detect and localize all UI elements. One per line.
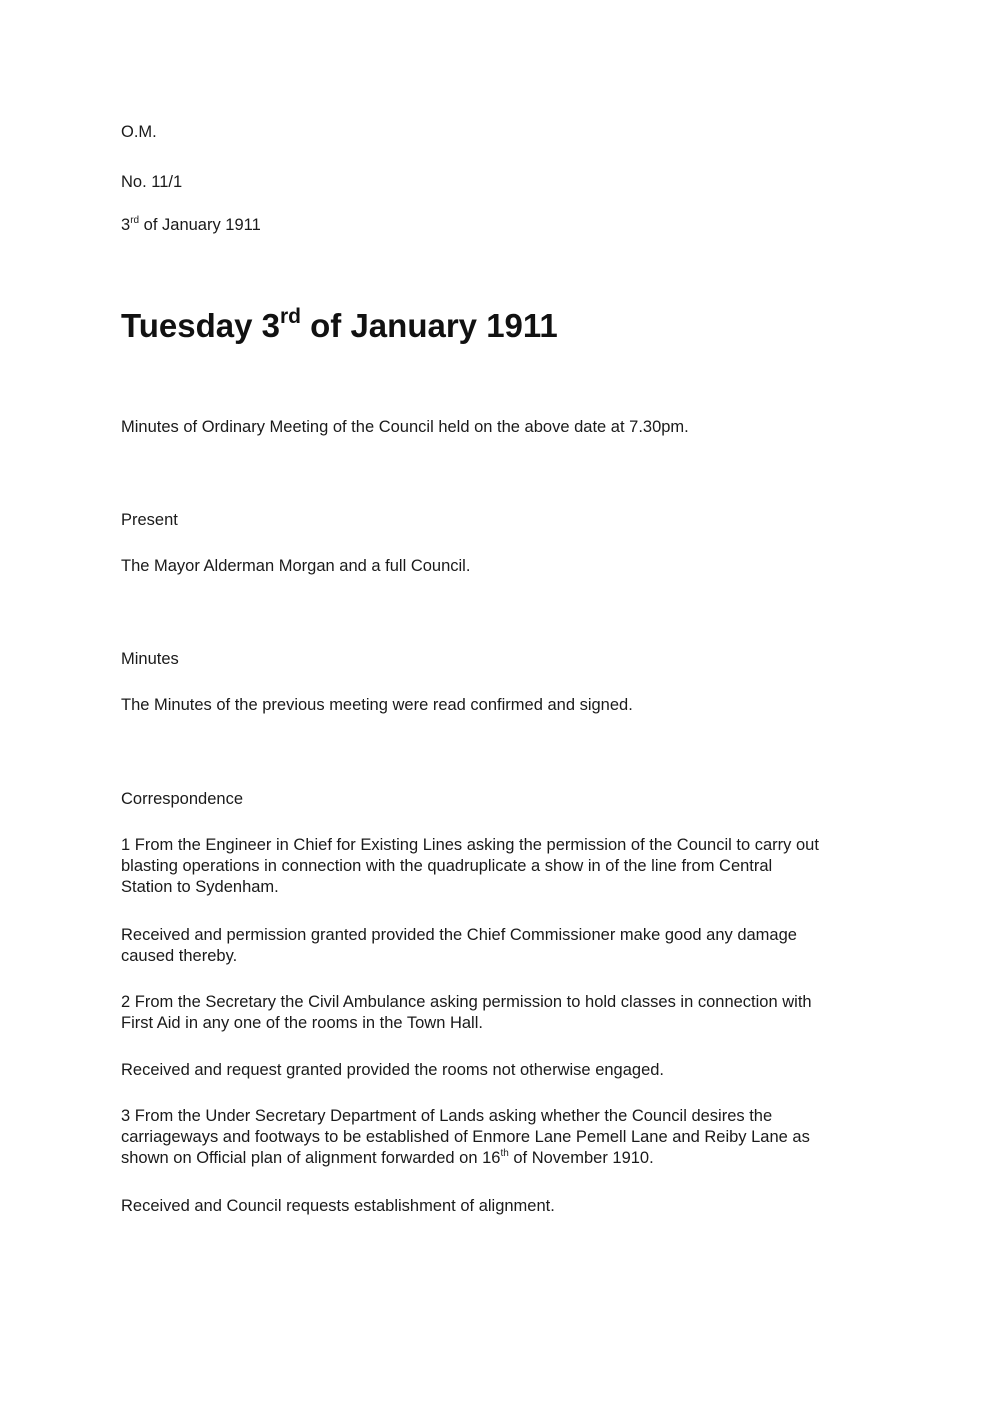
title-rest: of January 1911 xyxy=(300,307,558,344)
item-1-line: Station to Sydenham. xyxy=(121,878,279,896)
item-2-line: 2 From the Secretary the Civil Ambulance asking permission to hold classes in connection with xyxy=(121,993,812,1011)
title-suffix: rd xyxy=(279,305,301,328)
title-prefix: Tuesday 3 xyxy=(121,307,280,344)
correspondence-item-1 xyxy=(121,835,901,898)
correspondence-item-2-resolution: Received and request granted provided the rooms not otherwise engaged. xyxy=(121,1061,665,1079)
item-1-line: 1 From the Engineer in Chief for Existing Lines asking the permission of the Council to carry out xyxy=(121,836,819,854)
header-date-suffix: rd xyxy=(130,214,140,226)
minute-number: No. 11/1 xyxy=(121,173,183,191)
item-3-line-3 xyxy=(121,1148,901,1169)
intro-text: Minutes of Ordinary Meeting of the Council held on the above date at 7.30pm. xyxy=(121,418,689,436)
item-1-resolution-line: Received and permission granted provided the Chief Commissioner make good any damage xyxy=(121,926,797,944)
item-3-line: 3 From the Under Secretary Department of Lands asking whether the Council desires the xyxy=(121,1107,773,1125)
present-text: The Mayor Alderman Morgan and a full Council. xyxy=(121,557,471,575)
om-label: O.M. xyxy=(121,123,157,141)
item-3-line-3-prefix: shown on Official plan of alignment forwarded on 16 xyxy=(121,1149,501,1167)
header-date xyxy=(121,215,881,236)
item-3-line: carriageways and footways to be established of Enmore Lane Pemell Lane and Reiby Lane as xyxy=(121,1128,810,1146)
minutes-heading: Minutes xyxy=(121,650,179,668)
minutes-text: The Minutes of the previous meeting were read confirmed and signed. xyxy=(121,696,633,714)
header-date-rest: of January 1911 xyxy=(139,216,261,234)
item-1-resolution-line: caused thereby. xyxy=(121,947,238,965)
item-2-line: First Aid in any one of the rooms in the Town Hall. xyxy=(121,1014,483,1032)
correspondence-item-3-resolution: Received and Council requests establishment of alignment. xyxy=(121,1197,555,1215)
item-3-line-3-suffix: th xyxy=(500,1147,509,1159)
correspondence-item-3 xyxy=(121,1106,901,1169)
present-heading: Present xyxy=(121,511,178,529)
correspondence-item-2 xyxy=(121,992,901,1034)
header-date-day: 3 xyxy=(121,216,131,234)
correspondence-item-1-resolution xyxy=(121,925,901,967)
item-3-line-3-rest: of November 1910. xyxy=(508,1149,654,1167)
item-1-line: blasting operations in connection with the quadruplicate a show in of the line from Central xyxy=(121,857,773,875)
page-title xyxy=(121,306,558,346)
correspondence-heading: Correspondence xyxy=(121,790,243,808)
